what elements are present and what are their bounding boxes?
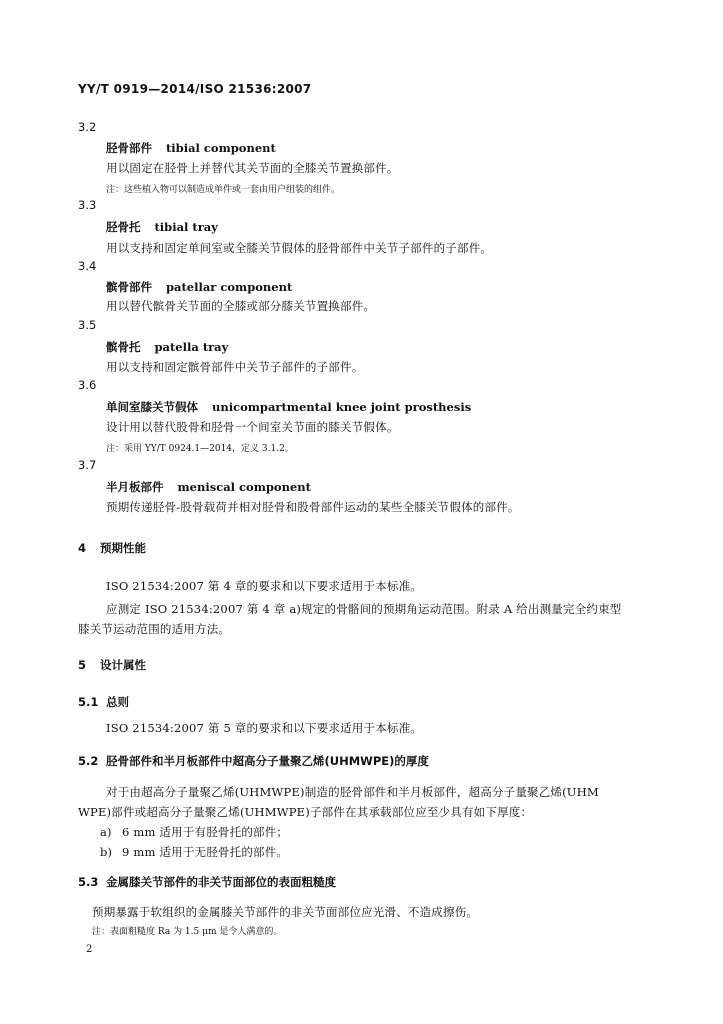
term-en: tibial tray: [154, 220, 218, 234]
subsection-heading: [78, 753, 429, 769]
subsection-title: 胫骨部件和半月板部件中超高分子量聚乙烯(UHMWPE)的厚度: [106, 754, 429, 768]
subsection-title: 金属膝关节部件的非关节面部位的表面粗糙度: [106, 875, 336, 889]
section-number: 5: [78, 658, 87, 672]
term-zh: 胫骨托: [106, 220, 141, 234]
term-zh: 髌骨部件: [106, 280, 152, 294]
paragraph: 对于由超高分子量聚乙烯(UHMWPE)制造的胫骨部件和半月板部件，超高分子量聚乙烯(UHM: [106, 785, 599, 799]
term-en: meniscal component: [177, 480, 311, 494]
paragraph-continued: 膝关节运动范围的适用方法。: [78, 622, 231, 636]
term-en: patella tray: [154, 340, 229, 354]
list-item-label: a): [100, 825, 112, 839]
term-number: 3.2: [78, 120, 97, 134]
paragraph: ISO 21534:2007 第 5 章的要求和以下要求适用于本标准。: [106, 721, 423, 735]
section-title: 设计属性: [100, 658, 146, 672]
document-header: YY/T 0919—2014/ISO 21536:2007: [78, 82, 312, 96]
term-definition: 用以替代髌骨关节面的全膝或部分膝关节置换部件。: [106, 299, 376, 313]
list-item: [100, 824, 288, 840]
term-title: [106, 399, 471, 415]
term-en: unicompartmental knee joint prosthesis: [212, 400, 472, 414]
subsection-heading: [78, 874, 336, 890]
section-heading: [78, 540, 146, 556]
note: 注：表面粗糙度 Ra 为 1.5 μm 是令人满意的。: [92, 927, 283, 937]
list-item: [100, 844, 288, 860]
term-number: 3.7: [78, 458, 97, 472]
term-number: 3.4: [78, 259, 97, 273]
subsection-number: 5.1: [78, 695, 99, 709]
subsection-number: 5.3: [78, 875, 99, 889]
term-number: 3.6: [78, 378, 97, 392]
term-title: [106, 140, 276, 156]
term-definition: 预期传递胫骨-股骨载荷并相对胫骨和股骨部件运动的某些全膝关节假体的部件。: [106, 500, 520, 514]
term-title: [106, 339, 228, 355]
term-title: [106, 219, 218, 235]
subsection-title: 总则: [106, 695, 129, 709]
paragraph-continued: WPE)部件或超高分子量聚乙烯(UHMWPE)子部件在其承载部位应至少具有如下厚度：: [78, 805, 533, 819]
section-title: 预期性能: [100, 541, 146, 555]
term-en: tibial component: [166, 141, 276, 155]
term-title: [106, 279, 292, 295]
term-zh: 髌骨托: [106, 340, 141, 354]
list-item-text: 9 mm 适用于无胫骨托的部件。: [122, 845, 289, 859]
list-item-text: 6 mm 适用于有胫骨托的部件；: [122, 825, 289, 839]
term-definition: 用以固定在胫骨上并替代其关节面的全膝关节置换部件。: [106, 161, 399, 175]
term-definition: 用以支持和固定髌骨部件中关节子部件的子部件。: [106, 360, 364, 374]
term-en: patellar component: [166, 280, 293, 294]
term-title: [106, 479, 311, 495]
subsection-number: 5.2: [78, 754, 99, 768]
subsection-heading: [78, 694, 129, 710]
term-number: 3.3: [78, 198, 97, 212]
list-item-label: b): [100, 845, 113, 859]
paragraph: 预期暴露于软组织的金属膝关节部件的非关节面部位应光滑、不造成擦伤。: [92, 905, 479, 919]
term-zh: 半月板部件: [106, 480, 164, 494]
paragraph: 应测定 ISO 21534:2007 第 4 章 a)规定的骨骼间的预期角运动范围。附录 A 给出测量完全约束型: [106, 602, 622, 616]
section-heading: [78, 657, 146, 673]
term-definition: 设计用以替代股骨和胫骨一个间室关节面的膝关节假体。: [106, 420, 399, 434]
paragraph: ISO 21534:2007 第 4 章的要求和以下要求适用于本标准。: [106, 579, 423, 593]
term-zh: 胫骨部件: [106, 141, 152, 155]
term-note: 注：采用 YY/T 0924.1—2014，定义 3.1.2。: [106, 444, 294, 454]
section-number: 4: [78, 541, 87, 555]
term-zh: 单间室膝关节假体: [106, 400, 198, 414]
term-number: 3.5: [78, 318, 97, 332]
term-note: 注：这些植入物可以制造成单件或一套由用户组装的组件。: [106, 185, 341, 195]
term-definition: 用以支持和固定单间室或全膝关节假体的胫骨部件中关节子部件的子部件。: [106, 241, 493, 255]
page-number: 2: [86, 944, 93, 955]
